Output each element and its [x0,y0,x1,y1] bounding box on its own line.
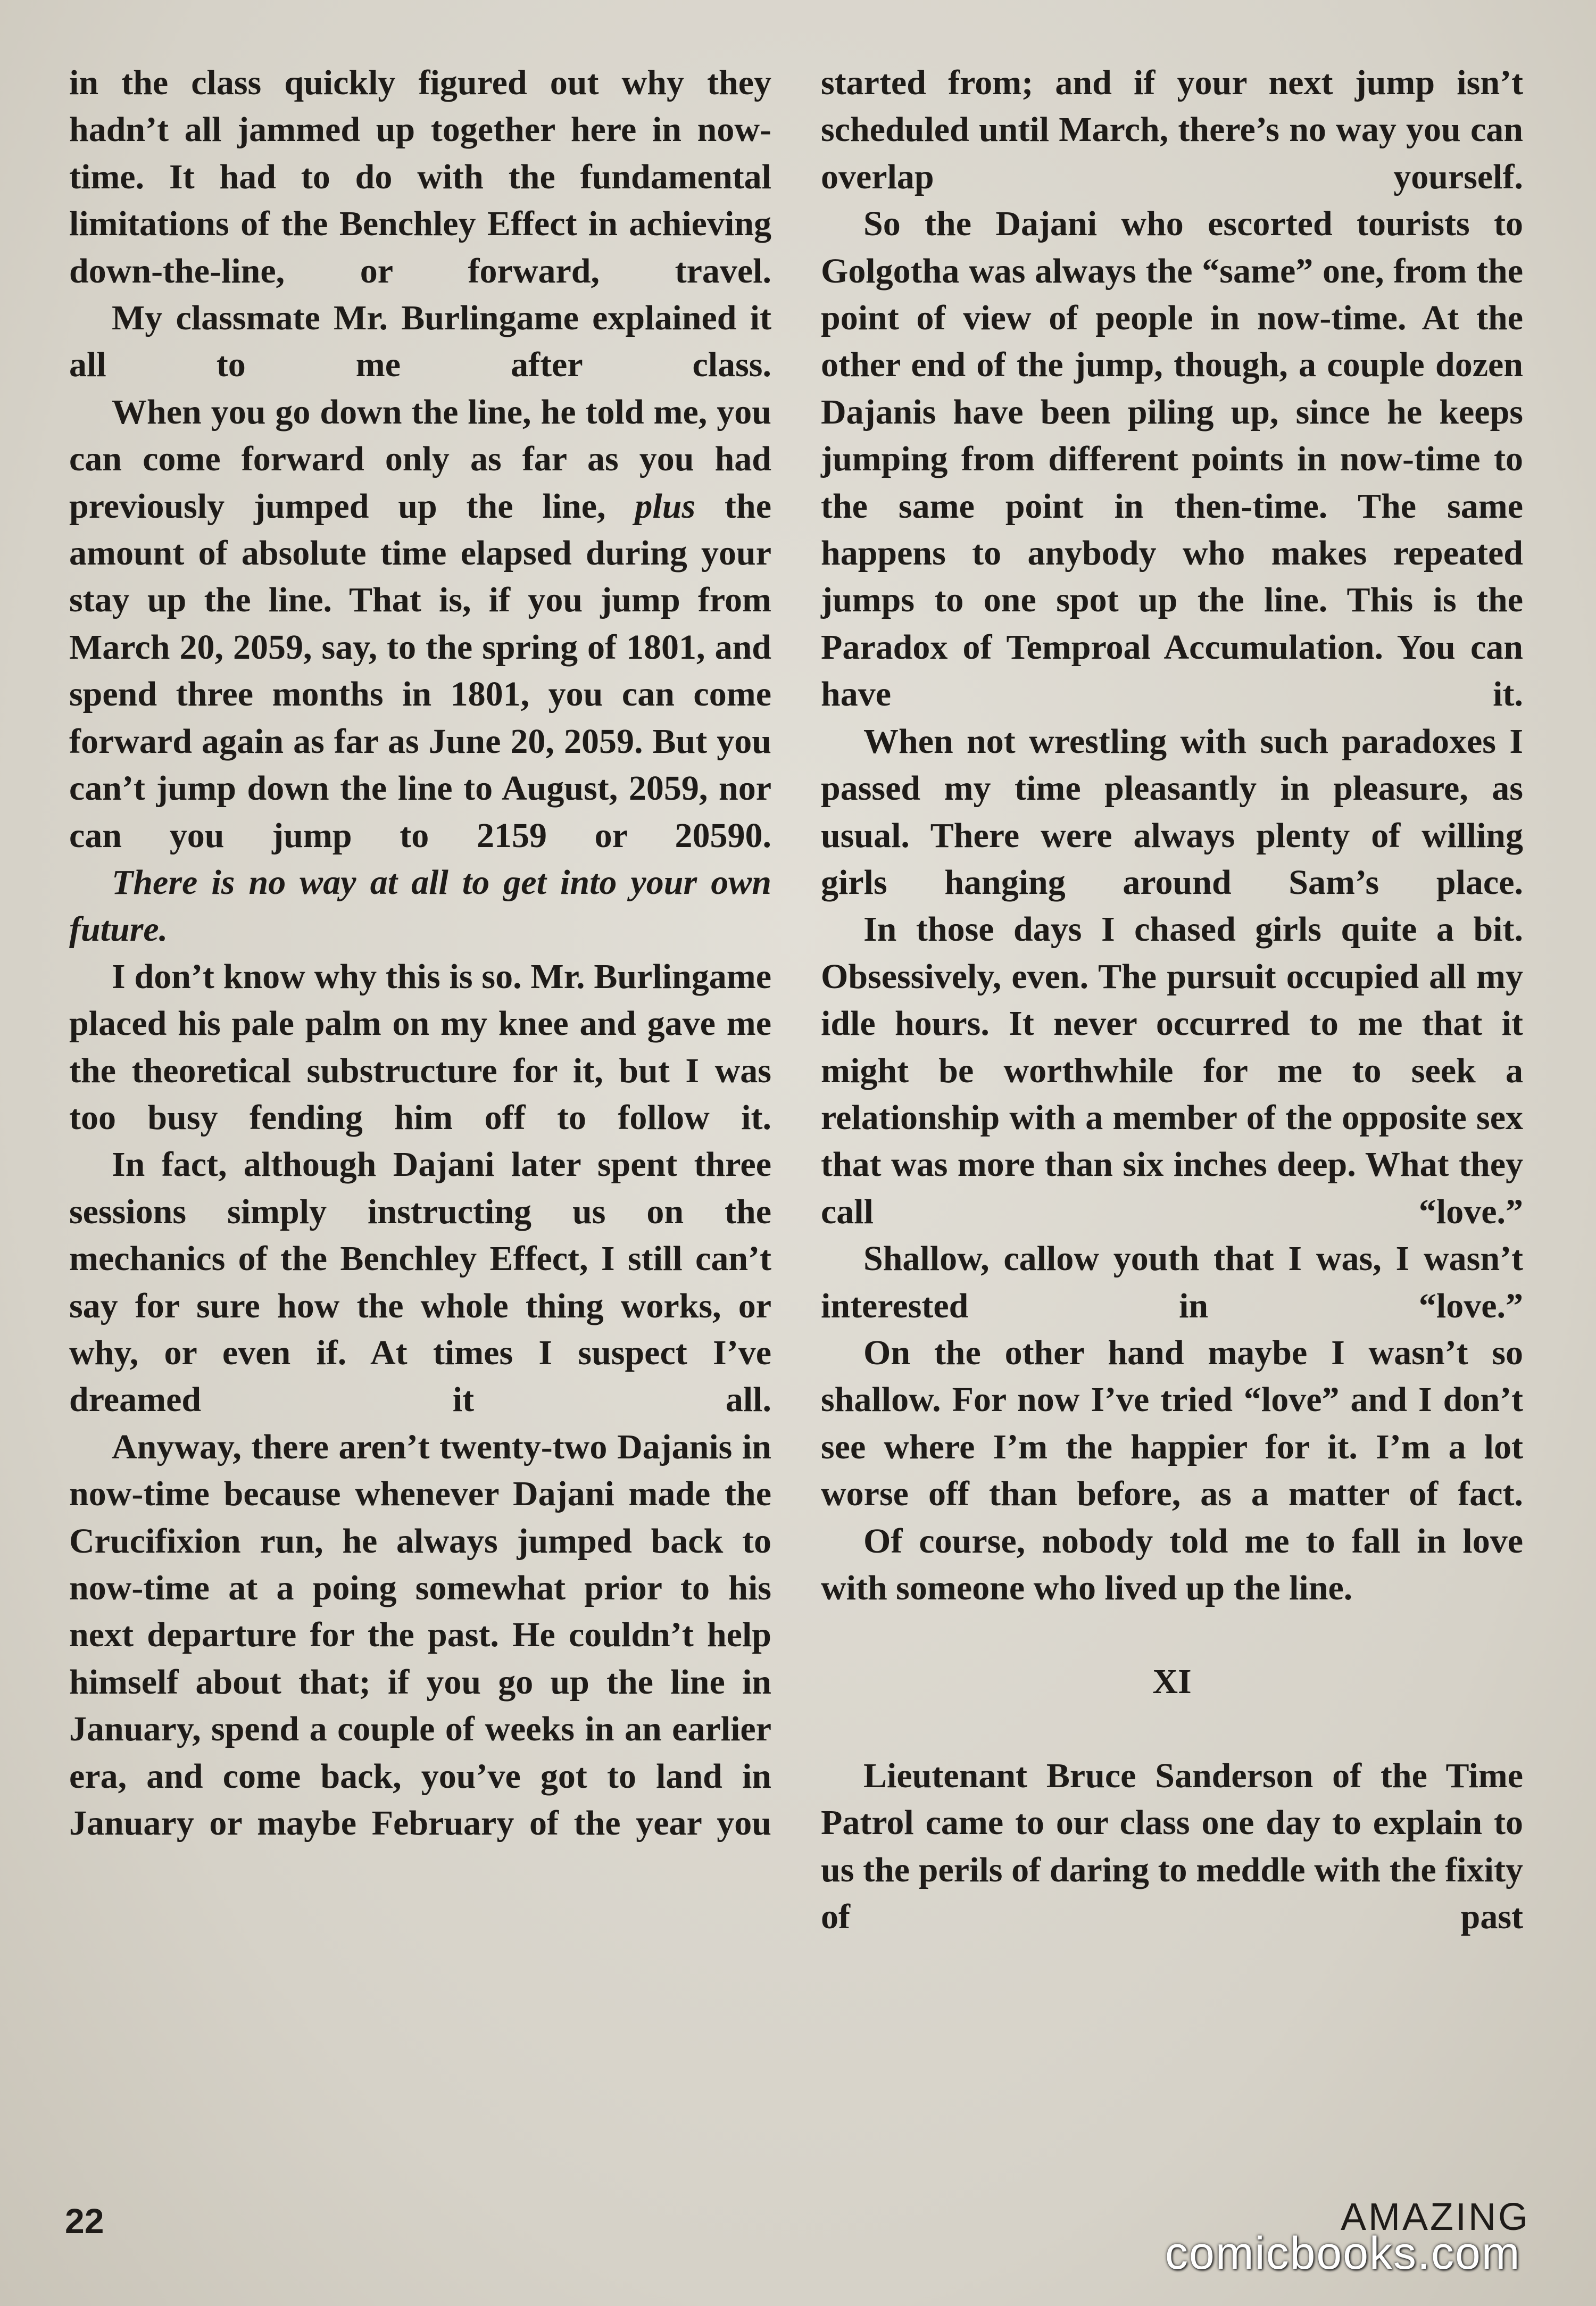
page-number: 22 [65,2201,104,2241]
paragraph: On the other hand maybe I wasn’t so shallow. For now I’ve tried “love” and I don’t see where I’m the happier for it. I’m a lot worse off than before, as a matter of fact. [821,1333,1523,1514]
paragraph: I don’t know why this is so. Mr. Burlingame placed his pale palm on my knee and gave me the theoretical substructure for it, but I was too busy fending him off to follow it. [69,957,771,1137]
left-text-column [69,60,771,1847]
magazine-title-footer: AMAZING [1341,2196,1531,2238]
paragraph [69,389,771,859]
paragraph: started from; and if your next jump isn’t scheduled until March, there’s no way you can overlap yourself. [821,63,1523,196]
right-text-column [821,60,1523,1940]
paragraph [69,859,771,953]
emphasis-text: plus [635,486,696,526]
paragraph: Lieutenant Bruce Sanderson of the Time Patrol came to our class one day to explain to us the perils of daring to meddle with the fixity of past [821,1756,1523,1937]
paragraph: My classmate Mr. Burlingame explained it all to me after class. [69,298,771,385]
paragraph: in the class quickly figured out why they hadn’t all jammed up together here in now-time. It had to do with the fundamental limitations of the Benchley Effect in achieving down-the-line, or forward, travel. [69,63,771,291]
paragraph: So the Dajani who escorted tourists to Golgotha was always the “same” one, from the point of view of people in now-time. At the other end of the jump, though, a couple dozen Dajanis have been piling up, since he keeps jumping from different points in now-time to the same point in then-time. The same happens to anybody who makes repeated jumps to one spot up the line. This is the Paradox of Temproal Accumulation. You can have it. [821,204,1523,714]
paragraph-text: the amount of absolute time elapsed during your stay up the line. That is, if you jump from March 20, 2059, say, to the spring of 1801, and spend three months in 1801, you can come forward again as far as June 20, 2059. But you can’t jump down the line to August, 2059, nor can you jump to 2159 or 20590. [69,486,771,855]
paragraph: Anyway, there aren’t twenty-two Dajanis in now-time because whenever Dajani made the Crucifixion run, he always jumped back to now-time at a poing somewhat prior to his next departure for the past. He couldn’t help himself about that; if you go up the line in January, spend a couple of weeks in an earlier era, and come back, you’ve got to land in January or maybe February of the year you [69,1427,771,1843]
paragraph-text: When you go down the line, he told me, you can come forward only as far as you had previously jumped up the line, [69,392,771,526]
paragraph: Of course, nobody told me to fall in love with someone who lived up the line. [821,1521,1523,1607]
paragraph: Shallow, callow youth that I was, I wasn’t interested in “love.” [821,1239,1523,1325]
watermark: comicbooks.com [1165,2228,1521,2279]
paragraph: In those days I chased girls quite a bit. Obsessively, even. The pursuit occupied all my idle hours. It never occurred to me that it might be worthwhile for me to seek a relationship with a member of the opposite sex that was more than six inches deep. What they call “love.” [821,910,1523,1231]
chapter-heading: XI [1152,1662,1192,1702]
paragraph: When not wrestling with such paradoxes I passed my time pleasantly in pleasure, as usual. There were always plenty of willing girls hanging around Sam’s place. [821,721,1523,902]
paragraph: In fact, although Dajani later spent three sessions simply instructing us on the mechanics of the Benchley Effect, I still can’t say for sure how the whole thing works, or why, or even if. At times I suspect I’ve dreamed it all. [69,1145,771,1420]
italic-paragraph-text: There is no way at all to get into your own future. [69,862,771,949]
